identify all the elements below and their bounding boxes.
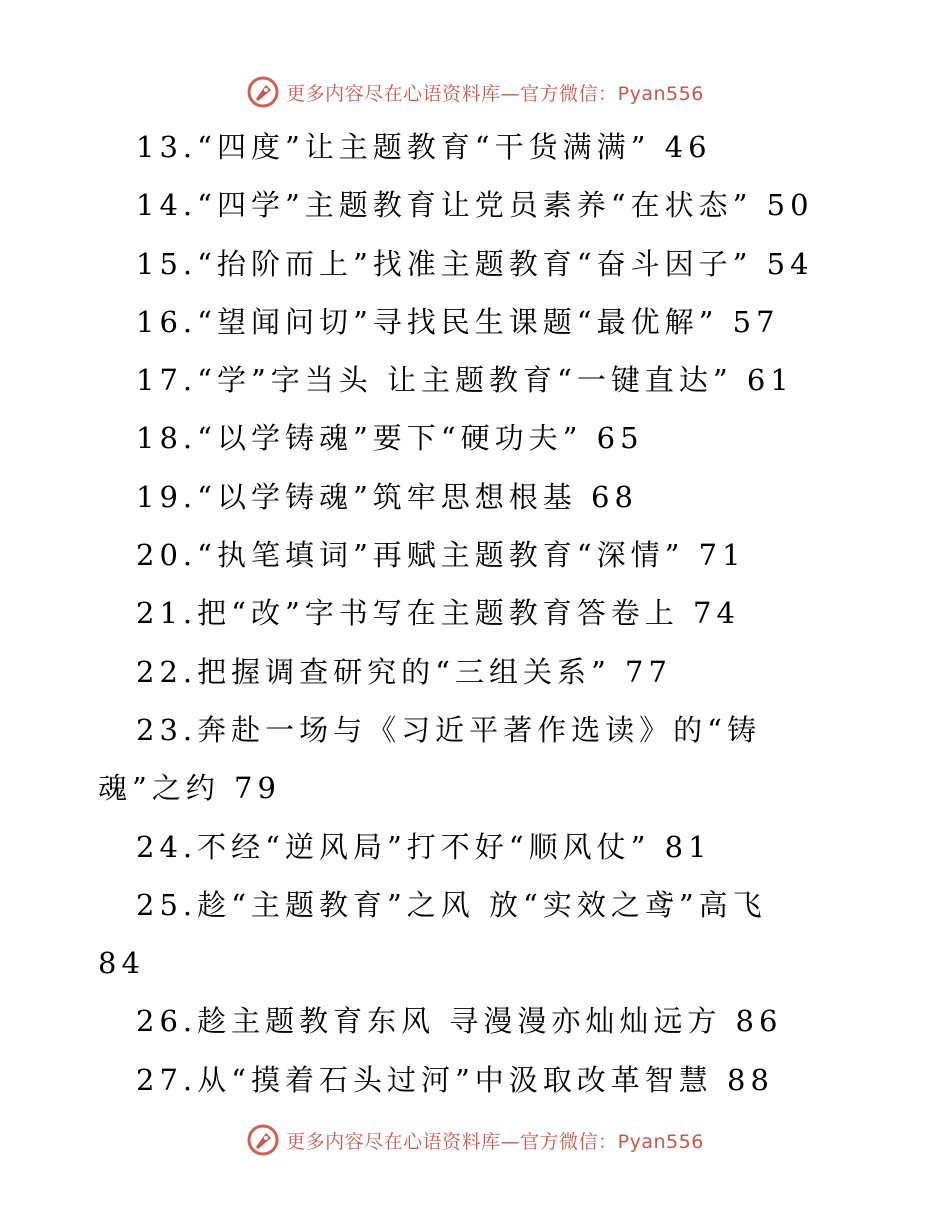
pen-nib-logo-icon bbox=[246, 1123, 280, 1157]
toc-entry-15: 15.“抬阶而上”找准主题教育“奋斗因子” 54 bbox=[136, 246, 814, 281]
pen-nib-logo-icon bbox=[246, 75, 280, 109]
toc-entry-23-continued: 魂”之约 79 bbox=[98, 771, 281, 806]
toc-entry-14: 14.“四学”主题教育让党员素养“在状态” 50 bbox=[136, 188, 814, 223]
toc-entry-25-continued: 84 bbox=[98, 946, 145, 981]
header-banner bbox=[0, 72, 950, 112]
toc-entry-25: 25.趁“主题教育”之风 放“实效之鸢”高飞 bbox=[136, 887, 767, 922]
toc-entry-18: 18.“以学铸魂”要下“硬功夫” 65 bbox=[136, 421, 644, 456]
toc-entry-27: 27.从“摸着石头过河”中汲取改革智慧 88 bbox=[136, 1062, 774, 1097]
toc-entry-26: 26.趁主题教育东风 寻漫漫亦灿灿远方 86 bbox=[136, 1004, 783, 1039]
toc-entry-21: 21.把“改”字书写在主题教育答卷上 74 bbox=[136, 596, 740, 631]
footer-banner bbox=[0, 1120, 950, 1160]
toc-entry-17: 17.“学”字当头 让主题教育“一键直达” 61 bbox=[136, 363, 794, 398]
toc-entry-16: 16.“望闻问切”寻找民生课题“最优解” 57 bbox=[136, 304, 780, 339]
toc-entry-20: 20.“执笔填词”再赋主题教育“深情” 71 bbox=[136, 538, 746, 573]
header-banner-text: 更多内容尽在心语资料库—官方微信：Pyan556 bbox=[286, 82, 704, 105]
toc-entry-13: 13.“四度”让主题教育“干货满满” 46 bbox=[136, 130, 712, 164]
toc-entry-22: 22.把握调查研究的“三组关系” 77 bbox=[136, 654, 672, 689]
toc-entry-23: 23.奔赴一场与《习近平著作选读》的“铸 bbox=[136, 712, 761, 747]
toc-entry-24: 24.不经“逆风局”打不好“顺风仗” 81 bbox=[136, 829, 712, 864]
footer-banner-text: 更多内容尽在心语资料库—官方微信：Pyan556 bbox=[286, 1130, 704, 1153]
toc-entry-19: 19.“以学铸魂”筑牢思想根基 68 bbox=[136, 479, 638, 514]
table-of-contents bbox=[0, 118, 950, 1109]
